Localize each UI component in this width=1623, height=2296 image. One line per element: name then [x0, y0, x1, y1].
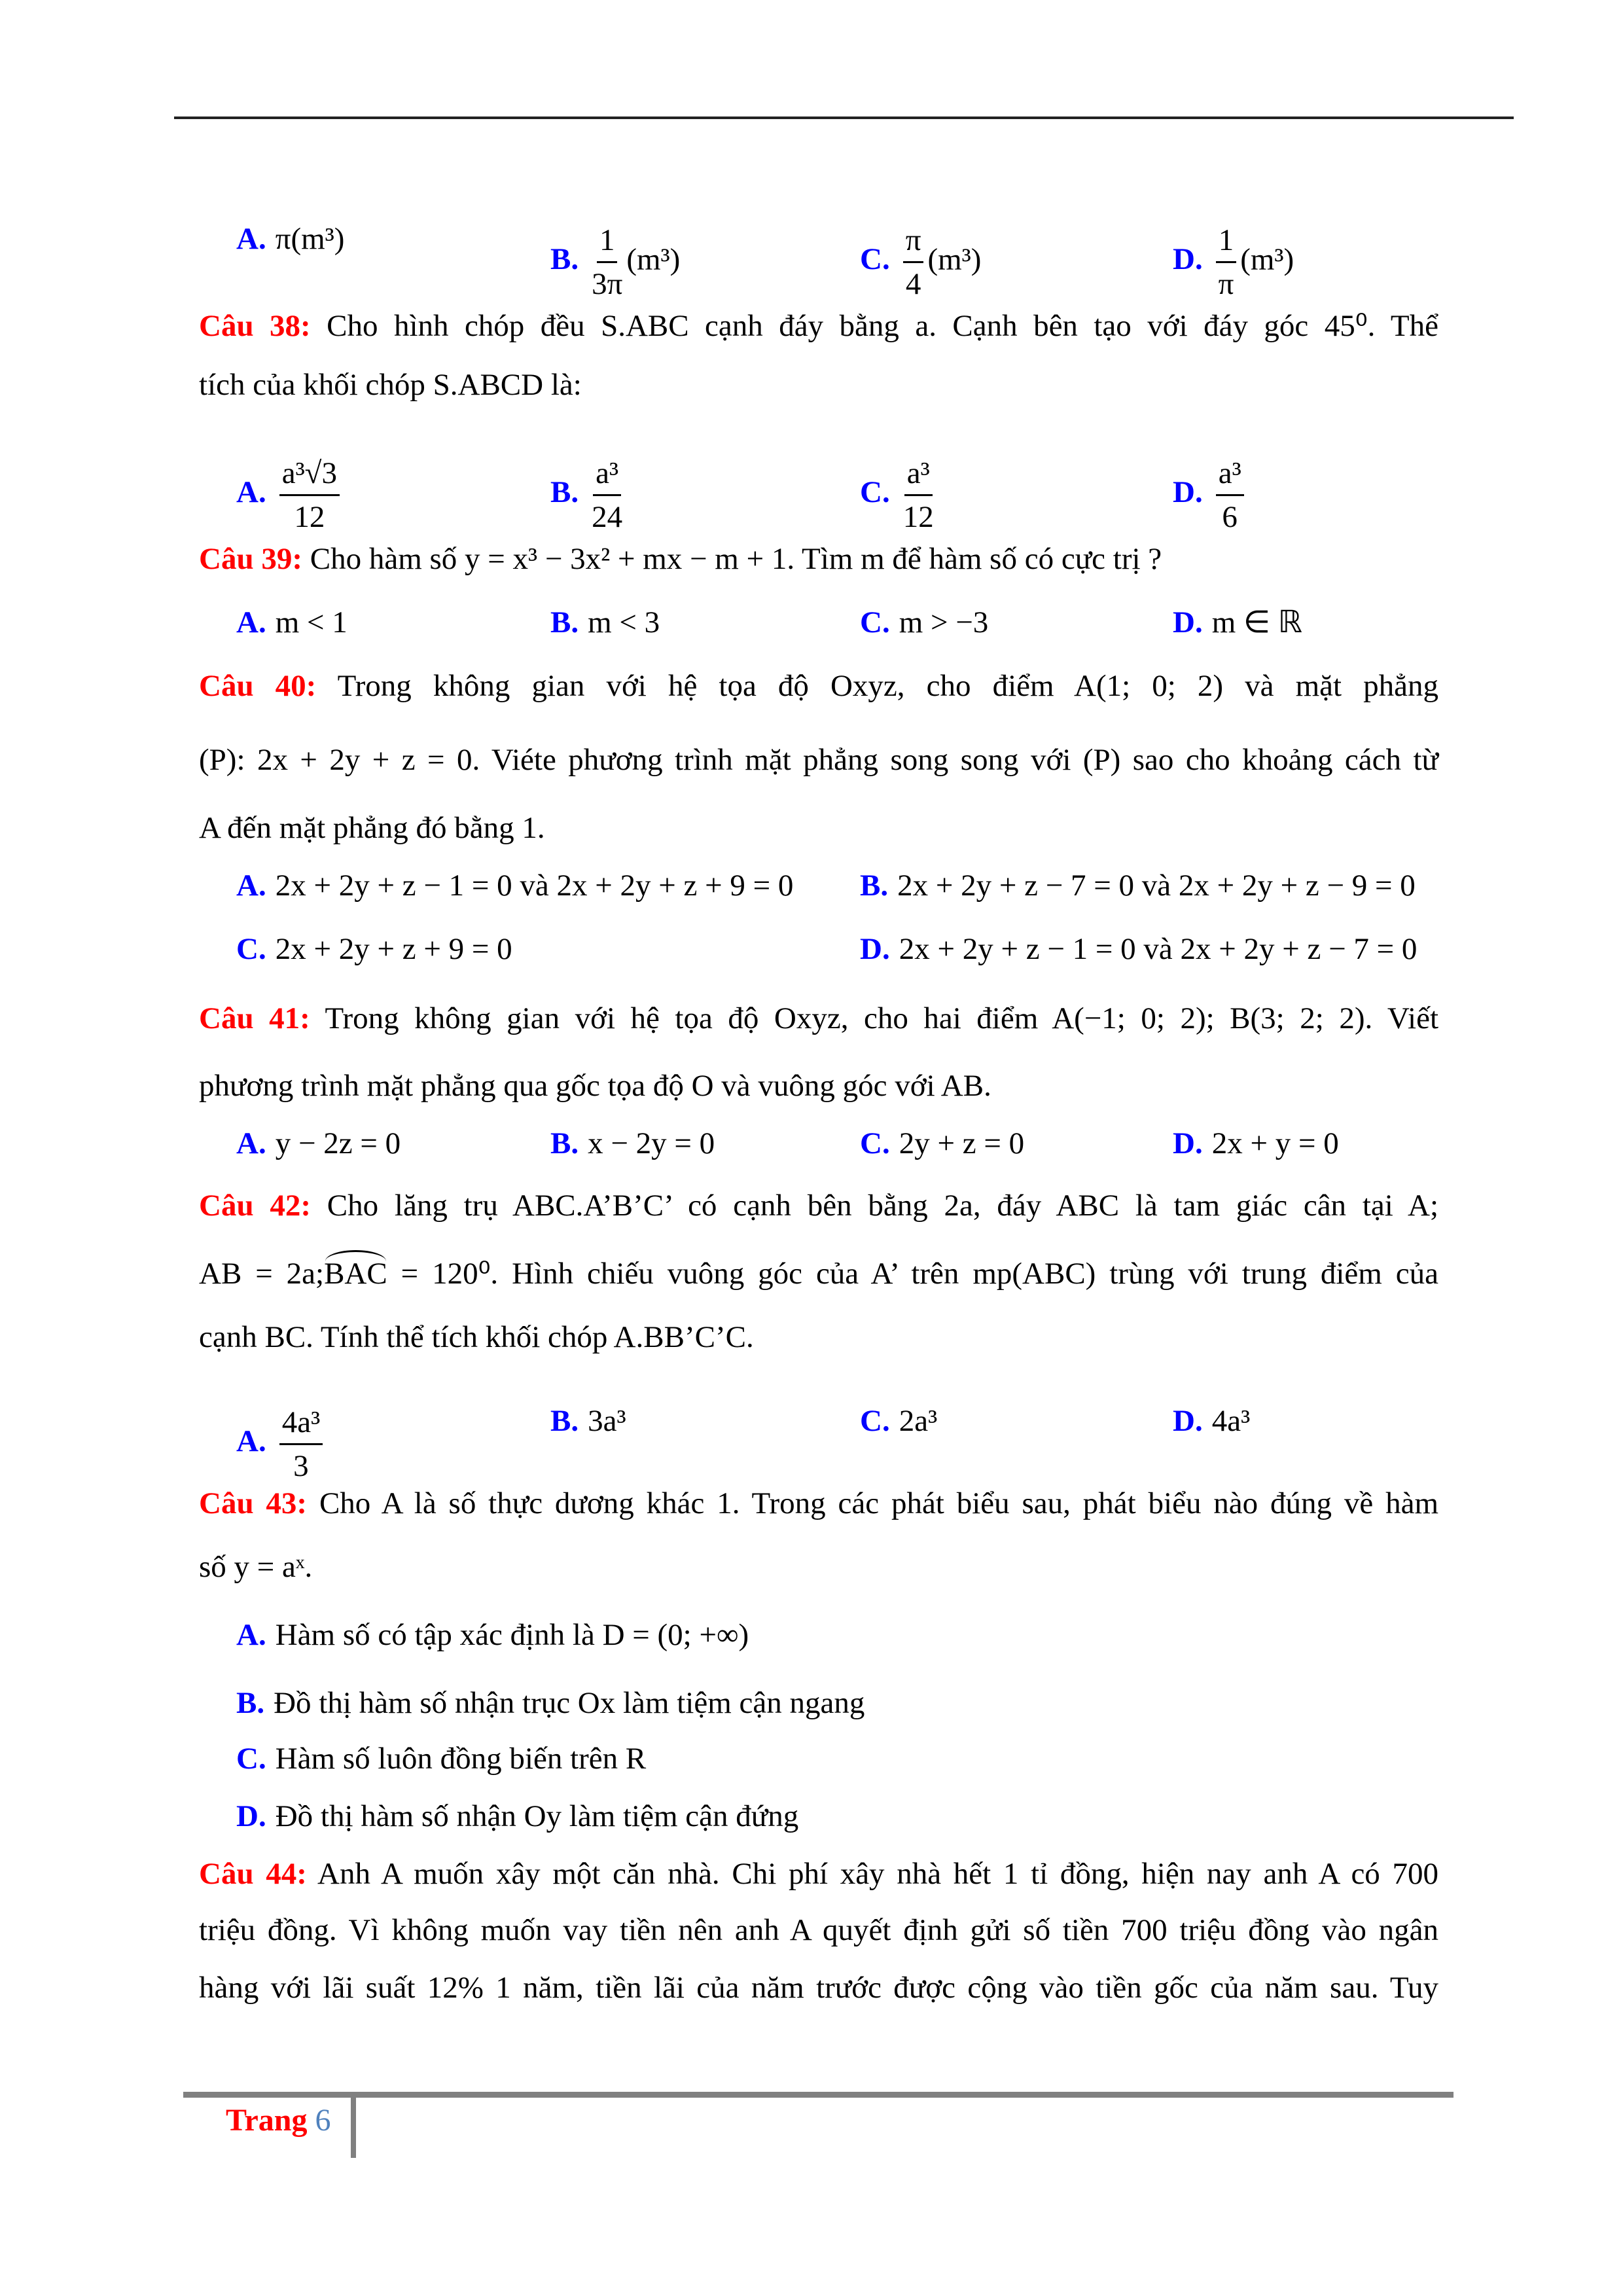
- option-text: Hàm số luôn đồng biến trên R: [275, 1742, 647, 1776]
- question-text: Cho lăng trụ ABC.A’B’C’ có cạnh bên bằng 2a, đáy ABC là tam giác cân tại A;: [327, 1189, 1438, 1223]
- fraction: [1216, 219, 1237, 305]
- numerator: a³: [1216, 452, 1244, 496]
- q37-option-a: [236, 219, 344, 259]
- q40-line-1: [199, 666, 1438, 706]
- option-label: A.: [236, 869, 266, 903]
- q42-option-c: [860, 1401, 937, 1441]
- option-text: x − 2y = 0: [588, 1126, 715, 1160]
- footer-rule: [183, 2092, 1454, 2098]
- denominator: 3π: [592, 267, 623, 301]
- option-label: A.: [236, 1618, 266, 1652]
- option-label: A.: [236, 1126, 266, 1160]
- option-label: B.: [550, 1126, 579, 1160]
- option-text: m < 1: [275, 605, 348, 639]
- numerator: 1: [1216, 219, 1237, 263]
- option-text: 3a³: [588, 1404, 626, 1438]
- q41-option-c: [860, 1124, 1024, 1163]
- option-label: C.: [236, 932, 266, 966]
- fraction: [279, 452, 340, 538]
- page-number: [226, 2102, 330, 2138]
- numerator: a³√3: [279, 452, 340, 496]
- q41-option-a: [236, 1124, 401, 1163]
- question-label: Câu 39:: [199, 542, 302, 576]
- q41-option-d: [1173, 1124, 1339, 1163]
- q43-option-c: [236, 1739, 646, 1778]
- q38-line-2: tích của khối chóp S.ABCD là:: [199, 368, 582, 402]
- q40-option-a: [236, 866, 793, 905]
- fraction: [279, 1401, 323, 1487]
- q40-option-b: [860, 866, 1416, 905]
- denominator: 12: [294, 500, 325, 534]
- q43-line-2: số y = aˣ.: [199, 1550, 313, 1584]
- denominator: 12: [902, 500, 934, 534]
- page-num: 6: [315, 2103, 331, 2138]
- question-label: Câu 40:: [199, 669, 317, 703]
- option-label: A.: [236, 605, 266, 639]
- option-text: y − 2z = 0: [275, 1126, 401, 1160]
- option-label: D.: [236, 1799, 266, 1833]
- option-text: m > −3: [899, 605, 989, 639]
- option-label: C.: [860, 475, 890, 510]
- numerator: 4a³: [279, 1401, 323, 1445]
- footer-divider: [351, 2098, 356, 2158]
- option-label: D.: [1173, 1404, 1203, 1438]
- option-text: m < 3: [588, 605, 660, 639]
- q41-line-1: [199, 999, 1438, 1038]
- q43-option-d: [236, 1797, 798, 1836]
- question-label: Câu 43:: [199, 1486, 308, 1520]
- numerator: a³: [593, 452, 621, 496]
- question-text: Trong không gian với hệ tọa độ Oxyz, cho hai điểm A(−1; 0; 2); B(3; 2; 2). Viết: [325, 1001, 1438, 1035]
- q38-option-b: [550, 452, 626, 538]
- option-text: 2x + y = 0: [1211, 1126, 1339, 1160]
- q39-line-1: [199, 539, 1438, 579]
- option-text: 2x + 2y + z − 7 = 0 và 2x + 2y + z − 9 = 0: [897, 869, 1416, 903]
- q40-line-3: A đến mặt phẳng đó bằng 1.: [199, 811, 545, 845]
- q42-line-2: [199, 1254, 1438, 1293]
- option-label: B.: [550, 1404, 579, 1438]
- q39-option-b: [550, 603, 660, 642]
- question-text: = 120⁰. Hình chiếu vuông góc của A’ trên mp(ABC) trùng với trung điểm của: [387, 1257, 1438, 1291]
- numerator: 1: [597, 219, 618, 263]
- option-text: m ∈ ℝ: [1211, 605, 1302, 639]
- q37-option-c: [860, 219, 981, 305]
- denominator: 6: [1222, 500, 1238, 534]
- option-text: 2x + 2y + z − 1 = 0 và 2x + 2y + z + 9 = 0: [275, 869, 794, 903]
- option-text: 4a³: [1211, 1404, 1251, 1438]
- option-text: 2y + z = 0: [899, 1126, 1025, 1160]
- option-unit: (m³): [291, 222, 345, 256]
- option-label: C.: [860, 1404, 890, 1438]
- header-rule: [174, 117, 1514, 119]
- q43-option-b: [236, 1683, 865, 1723]
- fraction: [592, 219, 622, 305]
- question-label: Câu 44:: [199, 1857, 307, 1891]
- q42-option-a: [236, 1401, 327, 1487]
- denominator: π: [1218, 267, 1234, 301]
- q42-line-3: cạnh BC. Tính thể tích khối chóp A.BB’C’C.: [199, 1320, 754, 1354]
- q40-line-2: (P): 2x + 2y + z = 0. Viéte phương trình mặt phẳng song song với (P) sao cho khoảng cách từ: [199, 743, 1438, 777]
- q40-option-d: [860, 929, 1417, 969]
- fraction: [903, 452, 934, 538]
- q39-option-a: [236, 603, 348, 642]
- question-label: Câu 41:: [199, 1001, 310, 1035]
- option-text: Hàm số có tập xác định là D = (0; +∞): [275, 1618, 749, 1652]
- q42-option-b: [550, 1401, 626, 1441]
- option-unit: (m³): [1240, 242, 1294, 277]
- math-text: AB = 2a;: [199, 1257, 325, 1291]
- angle-arc: BAC: [324, 1254, 387, 1293]
- question-label: Câu 38:: [199, 309, 311, 343]
- q44-line-2: triệu đồng. Vì không muốn vay tiền nên anh A quyết định gửi số tiền 700 triệu đồng vào ngân: [199, 1913, 1438, 1947]
- q38-option-c: [860, 452, 938, 538]
- option-unit: (m³): [626, 242, 681, 277]
- q38-option-a: [236, 452, 344, 538]
- option-label: D.: [1173, 475, 1203, 510]
- q38-option-d: [1173, 452, 1248, 538]
- option-unit: (m³): [927, 242, 982, 277]
- page-label: Trang: [226, 2103, 308, 2138]
- q38-line-1: [199, 306, 1438, 346]
- option-label: B.: [860, 869, 889, 903]
- option-label: C.: [236, 1742, 266, 1776]
- option-label: B.: [550, 242, 579, 277]
- option-value: π: [275, 222, 291, 256]
- option-label: C.: [860, 605, 890, 639]
- question-label: Câu 42:: [199, 1189, 312, 1223]
- numerator: π: [903, 219, 924, 263]
- option-label: C.: [860, 242, 890, 277]
- denominator: 3: [293, 1449, 309, 1483]
- option-label: A.: [236, 475, 266, 510]
- option-label: D.: [860, 932, 890, 966]
- question-text: Cho A là số thực dương khác 1. Trong các phát biểu sau, phát biểu nào đúng về hàm: [319, 1486, 1439, 1520]
- option-text: 2x + 2y + z − 1 = 0 và 2x + 2y + z − 7 = 0: [899, 932, 1418, 966]
- question-text: Anh A muốn xây một căn nhà. Chi phí xây nhà hết 1 tỉ đồng, hiện nay anh A có 700: [317, 1857, 1438, 1891]
- option-label: D.: [1173, 605, 1203, 639]
- option-label: D.: [1173, 1126, 1203, 1160]
- q41-line-2: phương trình mặt phẳng qua gốc tọa độ O và vuông góc với AB.: [199, 1069, 991, 1103]
- option-text: 2x + 2y + z + 9 = 0: [275, 932, 512, 966]
- option-label: B.: [236, 1686, 265, 1720]
- denominator: 24: [592, 500, 623, 534]
- q42-line-1: [199, 1186, 1438, 1225]
- q37-option-b: [550, 219, 680, 305]
- q39-option-c: [860, 603, 988, 642]
- q43-option-a: [236, 1615, 749, 1655]
- option-label: B.: [550, 605, 579, 639]
- fraction: [903, 219, 924, 305]
- question-text: Cho hình chóp đều S.ABC cạnh đáy bằng a. Cạnh bên tạo với đáy góc 45⁰. Thể: [327, 309, 1438, 343]
- q42-option-d: [1173, 1401, 1250, 1441]
- option-label: C.: [860, 1126, 890, 1160]
- fraction: [1216, 452, 1244, 538]
- option-label: A.: [236, 222, 266, 256]
- option-label: B.: [550, 475, 579, 510]
- option-text: Đồ thị hàm số nhận trục Ox làm tiệm cận ngang: [274, 1686, 865, 1720]
- question-text: Trong không gian với hệ tọa độ Oxyz, cho điểm A(1; 0; 2) và mặt phẳng: [337, 669, 1439, 703]
- option-text: Đồ thị hàm số nhận Oy làm tiệm cận đứng: [275, 1799, 799, 1833]
- q41-option-b: [550, 1124, 715, 1163]
- option-label: D.: [1173, 242, 1203, 277]
- q39-option-d: [1173, 603, 1302, 642]
- q40-option-c: [236, 929, 512, 969]
- q43-line-1: [199, 1484, 1438, 1523]
- q44-line-3: hàng với lãi suất 12% 1 năm, tiền lãi của năm trước được cộng vào tiền gốc của năm sau. Tuy: [199, 1971, 1438, 2005]
- denominator: 4: [905, 267, 921, 301]
- question-text: Cho hàm số y = x³ − 3x² + mx − m + 1. Tìm m để hàm số có cực trị ?: [310, 542, 1162, 576]
- q37-option-d: [1173, 219, 1294, 305]
- q44-line-1: [199, 1854, 1438, 1893]
- option-label: A.: [236, 1424, 266, 1459]
- fraction: [592, 452, 622, 538]
- numerator: a³: [904, 452, 933, 496]
- option-text: 2a³: [899, 1404, 938, 1438]
